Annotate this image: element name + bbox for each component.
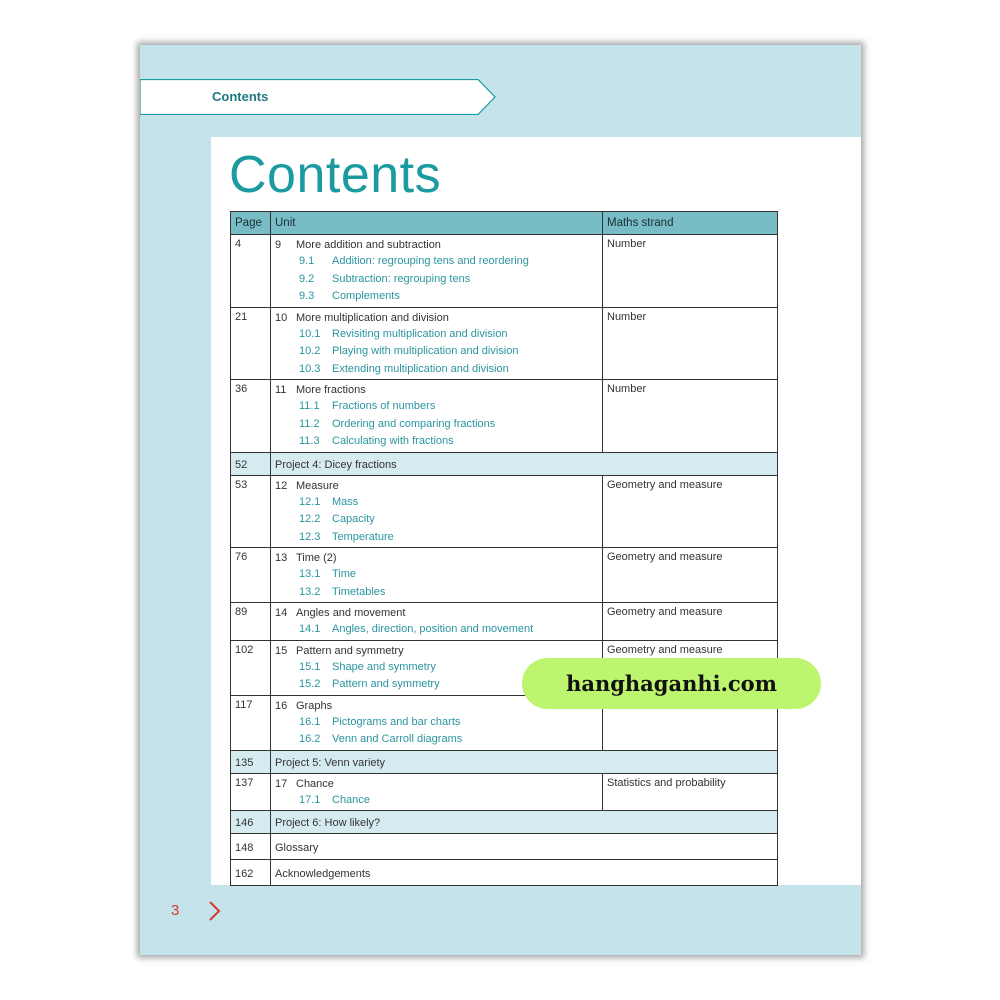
strand-cell: Number [603, 235, 778, 308]
unit-number: 15 [275, 644, 288, 657]
unit-title: Chance [296, 777, 334, 790]
subunit-number: 16.2 [299, 733, 321, 745]
unit-number: 16 [275, 699, 288, 712]
strand-cell: Geometry and measure [603, 475, 778, 548]
subunit-item [275, 621, 598, 639]
subunit-item [275, 731, 598, 749]
subunit-number: 12.2 [299, 513, 321, 525]
strand-cell: Number [603, 380, 778, 453]
page-title: Contents [229, 146, 442, 204]
subunit-item [275, 566, 598, 584]
unit-cell [271, 380, 603, 453]
subunit-title: Playing with multiplication and division [332, 345, 519, 357]
strand-cell: Geometry and measure [603, 603, 778, 641]
unit-title: More addition and subtraction [296, 239, 441, 251]
project-title: Project 6: How likely? [271, 811, 778, 834]
subunit-number: 17.1 [299, 793, 321, 806]
subunit-number: 9.1 [299, 255, 315, 267]
unit-row [231, 603, 778, 641]
subunit-title: Temperature [332, 530, 394, 543]
unit-number: 9 [275, 239, 282, 251]
page-cell: 36 [231, 380, 271, 453]
subunit-number: 10.3 [299, 362, 321, 375]
watermark-badge: hanghaganhi.com [522, 658, 821, 709]
unit-heading [275, 479, 598, 494]
subunit-item [275, 584, 598, 602]
book-page [140, 45, 861, 955]
subunit-number: 9.2 [299, 272, 315, 285]
unit-heading [275, 238, 598, 253]
unit-cell [271, 548, 603, 603]
page-cell: 4 [231, 235, 271, 308]
unit-row [231, 235, 778, 308]
page-number: 3 [171, 902, 180, 919]
unit-number: 13 [275, 552, 288, 564]
subunit-number: 16.1 [299, 715, 321, 728]
subunit-number: 11.3 [299, 435, 320, 447]
project-title: Project 5: Venn variety [271, 750, 778, 773]
unit-title: Graphs [296, 699, 333, 712]
subunit-title: Angles, direction, position and movement [332, 623, 534, 635]
subunit-item [275, 494, 598, 512]
subunit-title: Pictograms and bar charts [332, 715, 461, 728]
subunit-title: Extending multiplication and division [332, 362, 509, 375]
subunit-item [275, 416, 598, 434]
plain-title: Acknowledgements [271, 860, 778, 886]
header-arrow-shape [140, 79, 496, 115]
subunit-number: 13.2 [299, 585, 321, 598]
page-cell: 53 [231, 475, 271, 548]
subunit-item [275, 343, 598, 361]
subunit-item [275, 253, 598, 271]
subunit-title: Chance [332, 793, 370, 806]
unit-row [231, 307, 778, 380]
section-header-tab [140, 79, 496, 115]
table-header-row [231, 212, 778, 235]
subunit-item [275, 714, 598, 732]
unit-title: Measure [296, 479, 339, 492]
page-cell: 52 [231, 452, 271, 475]
subunit-item [275, 361, 598, 379]
subunit-number: 15.1 [299, 660, 321, 673]
table-row [231, 860, 778, 886]
subunit-item [275, 288, 598, 306]
project-title: Project 4: Dicey fractions [271, 452, 778, 475]
strand-cell: Geometry and measure [603, 548, 778, 603]
header-unit: Unit [271, 212, 603, 235]
unit-number: 11 [275, 384, 287, 396]
subunit-item [275, 792, 598, 810]
page-cell: 76 [231, 548, 271, 603]
unit-cell [271, 475, 603, 548]
unit-title: Time (2) [296, 552, 337, 564]
unit-title: Pattern and symmetry [296, 644, 404, 657]
subunit-title: Capacity [332, 513, 375, 525]
unit-cell [271, 307, 603, 380]
unit-number: 12 [275, 479, 288, 492]
subunit-number: 12.3 [299, 530, 321, 543]
unit-row [231, 475, 778, 548]
subunit-title: Venn and Carroll diagrams [332, 733, 463, 745]
unit-number: 10 [275, 311, 288, 324]
strand-cell: Statistics and probability [603, 773, 778, 811]
project-row [231, 811, 778, 834]
subunit-title: Calculating with fractions [332, 435, 454, 447]
subunit-number: 13.1 [299, 568, 321, 580]
subunit-title: Subtraction: regrouping tens [332, 272, 471, 285]
subunit-title: Timetables [332, 585, 386, 598]
unit-row [231, 773, 778, 811]
page-cell: 135 [231, 750, 271, 773]
subunit-title: Mass [332, 495, 359, 508]
page-cell: 137 [231, 773, 271, 811]
unit-number: 14 [275, 607, 288, 619]
page-cell: 148 [231, 834, 271, 860]
strand-cell: Geometry and measure [603, 640, 778, 695]
unit-cell [271, 235, 603, 308]
subunit-item [275, 433, 598, 451]
subunit-title: Addition: regrouping tens and reordering [332, 255, 529, 267]
subunit-title: Shape and symmetry [332, 660, 436, 673]
unit-heading [275, 644, 598, 659]
subunit-item [275, 326, 598, 344]
project-row [231, 452, 778, 475]
chevron-right-icon [208, 900, 222, 922]
unit-heading [275, 311, 598, 326]
table-row [231, 834, 778, 860]
header-page: Page [231, 212, 271, 235]
page-cell: 146 [231, 811, 271, 834]
subunit-title: Time [332, 568, 357, 580]
unit-cell [271, 603, 603, 641]
unit-heading [275, 383, 598, 398]
unit-title: Angles and movement [296, 607, 406, 619]
content-panel [211, 137, 861, 885]
table-body [231, 235, 778, 886]
subunit-title: Fractions of numbers [332, 400, 436, 412]
unit-title: More fractions [296, 384, 366, 396]
subunit-item [275, 271, 598, 289]
unit-title: More multiplication and division [296, 311, 449, 324]
subunit-title: Ordering and comparing fractions [332, 417, 496, 430]
unit-row [231, 380, 778, 453]
subunit-item [275, 529, 598, 547]
subunit-item [275, 398, 598, 416]
unit-heading [275, 551, 598, 566]
unit-number: 17 [275, 777, 288, 790]
plain-title: Glossary [271, 834, 778, 860]
unit-heading [275, 606, 598, 621]
subunit-title: Pattern and symmetry [332, 678, 440, 690]
page-cell: 162 [231, 860, 271, 886]
subunit-number: 15.2 [299, 678, 321, 690]
contents-table [230, 211, 778, 886]
section-header-label: Contents [212, 89, 269, 104]
page-cell: 102 [231, 640, 271, 695]
subunit-number: 12.1 [299, 495, 321, 508]
subunit-item [275, 511, 598, 529]
unit-heading [275, 777, 598, 792]
page-cell: 21 [231, 307, 271, 380]
subunit-number: 10.2 [299, 345, 321, 357]
subunit-number: 10.1 [299, 327, 321, 340]
subunit-number: 11.2 [299, 417, 320, 430]
project-row [231, 750, 778, 773]
header-strand: Maths strand [603, 212, 778, 235]
page-cell: 117 [231, 695, 271, 750]
strand-cell: Number [603, 307, 778, 380]
subunit-title: Complements [332, 290, 400, 302]
unit-row [231, 548, 778, 603]
subunit-number: 14.1 [299, 623, 321, 635]
subunit-number: 9.3 [299, 290, 315, 302]
subunit-number: 11.1 [299, 400, 320, 412]
page-cell: 89 [231, 603, 271, 641]
subunit-title: Revisiting multiplication and division [332, 327, 508, 340]
unit-cell [271, 773, 603, 811]
